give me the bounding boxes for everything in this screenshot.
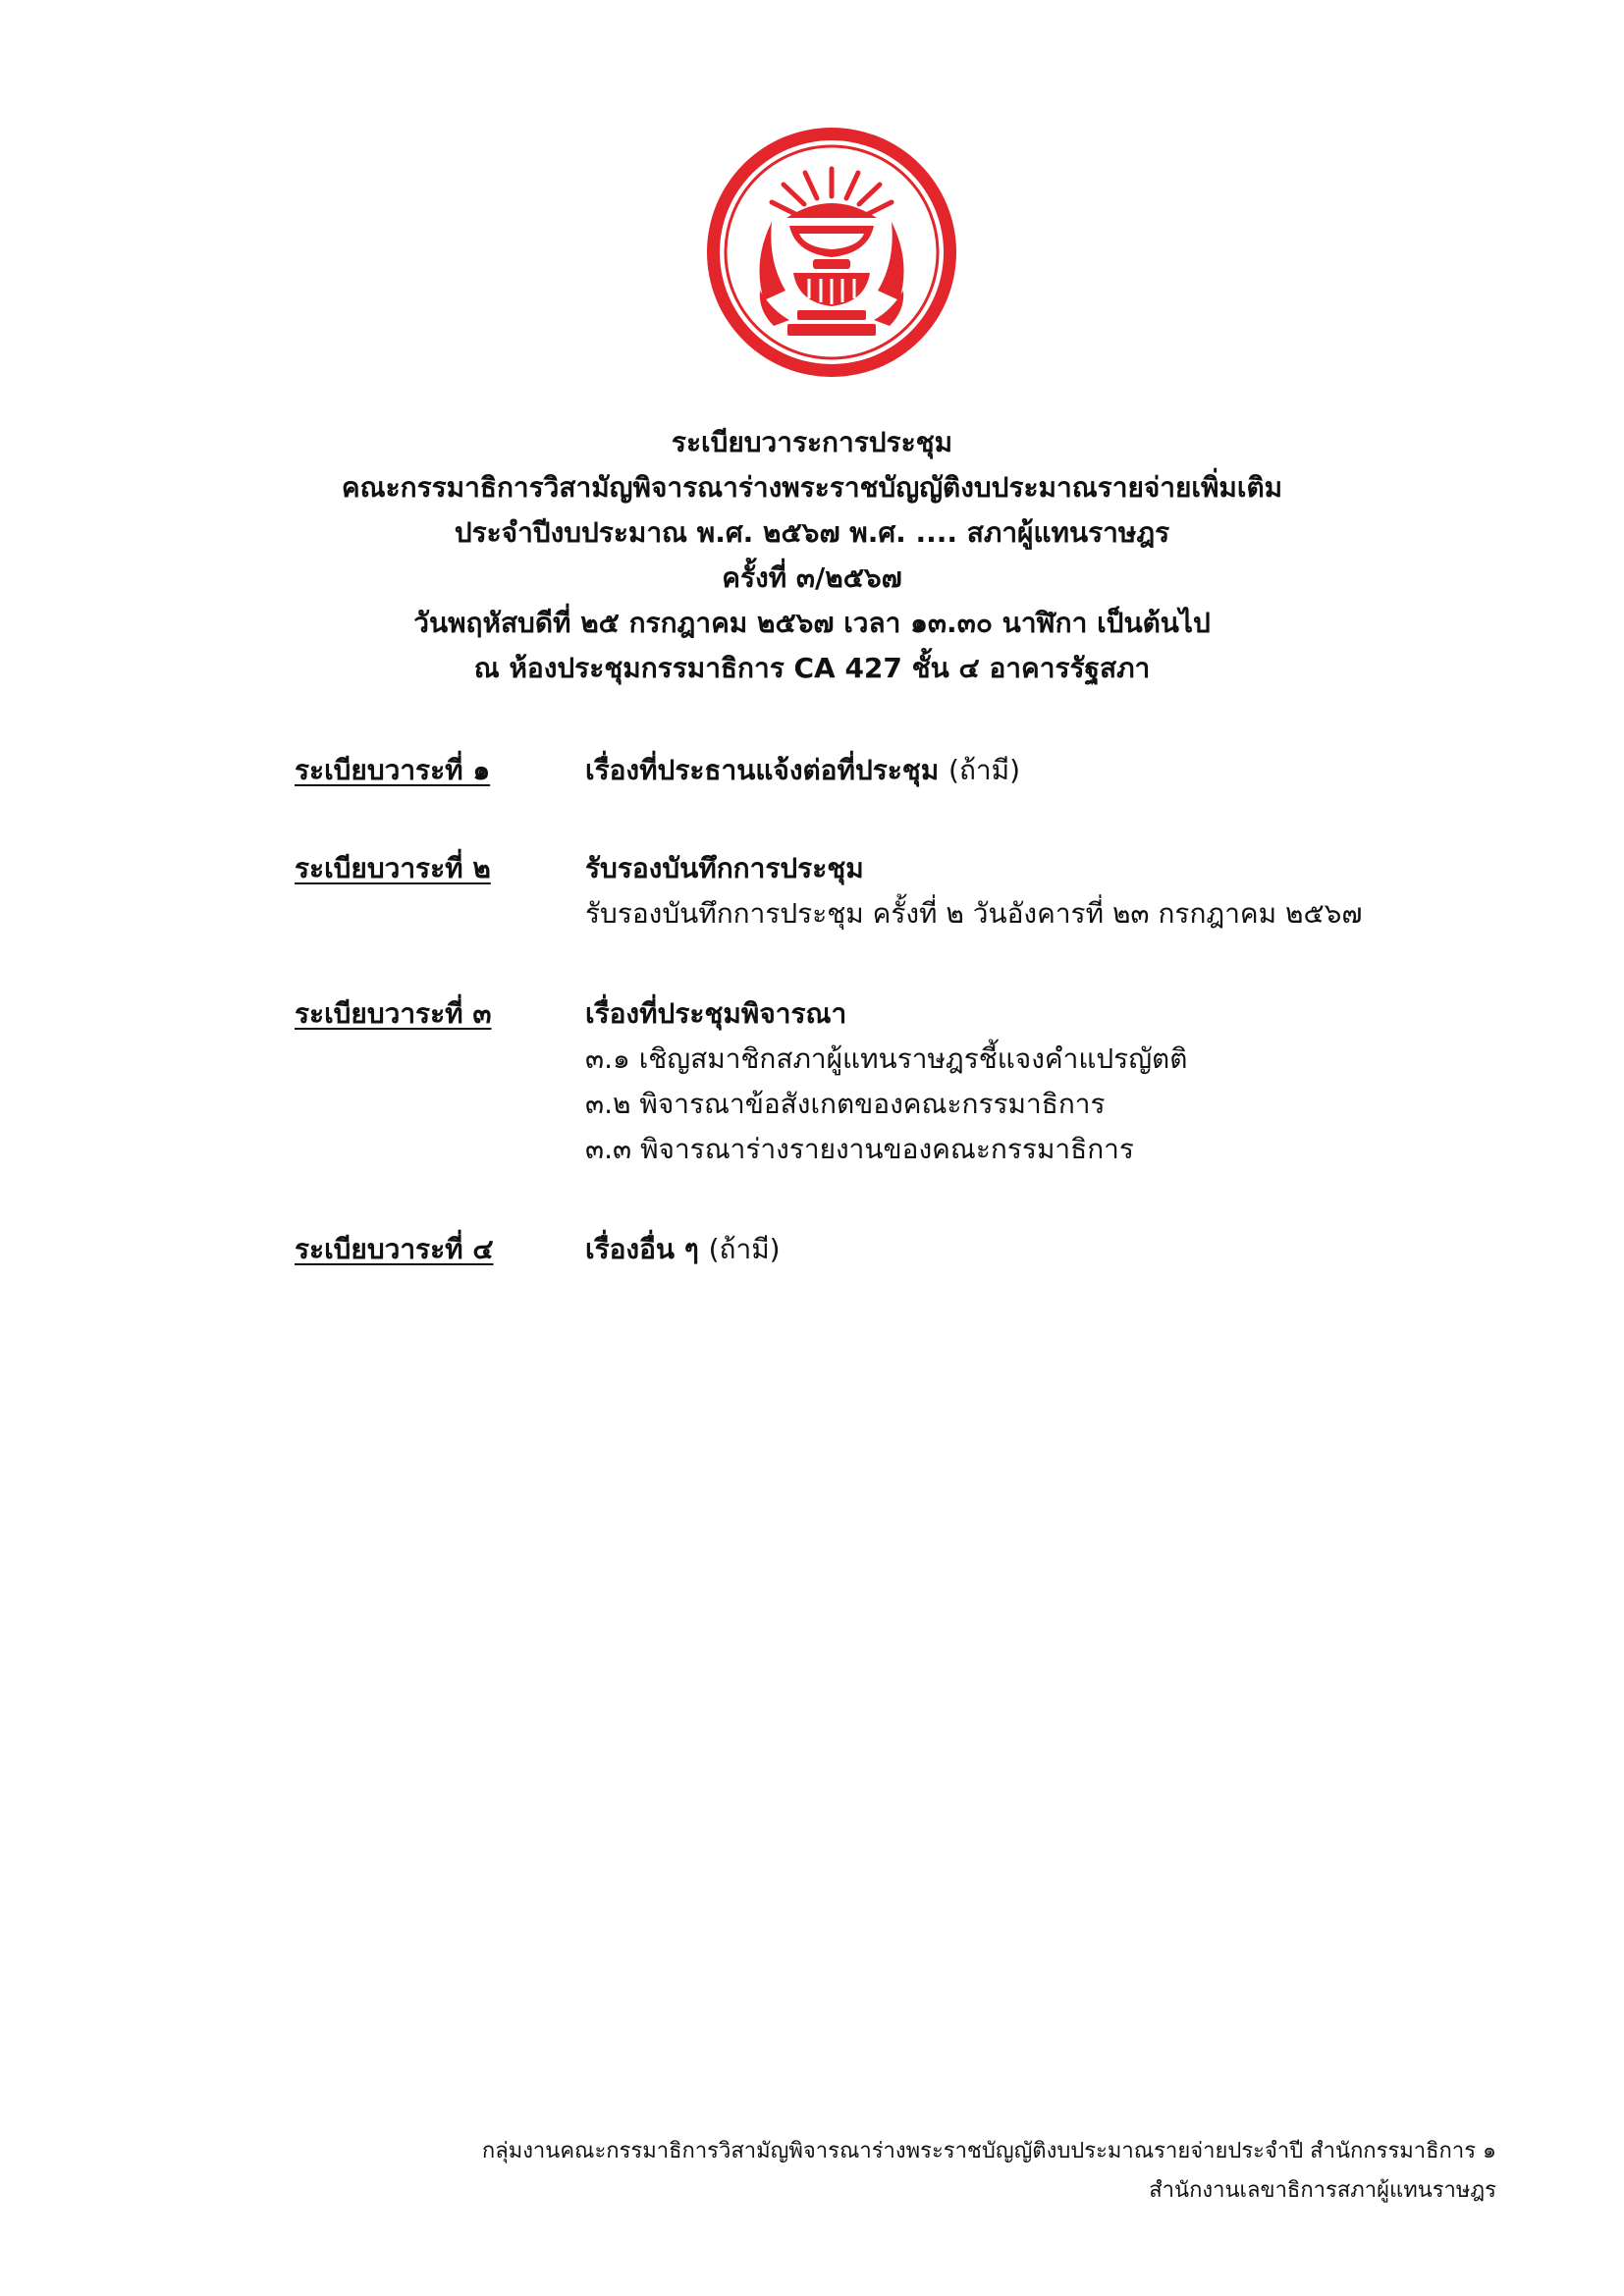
agenda-item-label: ระเบียบวาระที่ ๒ bbox=[295, 852, 491, 884]
meeting-datetime: วันพฤหัสบดีที่ ๒๕ กรกฎาคม ๒๕๖๗ เวลา ๑๓.๓๐ นาฬิกา เป็นต้นไป bbox=[413, 607, 1211, 639]
committee-name: คณะกรรมาธิการวิสามัญพิจารณาร่างพระราชบัญญัติงบประมาณรายจ่ายเพิ่มเติม bbox=[341, 471, 1283, 504]
parliament-seal-icon bbox=[703, 124, 960, 381]
agenda-item-title-text: เรื่องที่ประธานแจ้งต่อที่ประชุม bbox=[585, 754, 940, 786]
meeting-number: ครั้งที่ ๓/๒๕๖๗ bbox=[722, 561, 902, 594]
agenda-item-title-text: เรื่องอื่น ๆ bbox=[585, 1233, 699, 1265]
page-footer bbox=[482, 2132, 1496, 2211]
fiscal-year-line: ประจำปีงบประมาณ พ.ศ. ๒๕๖๗ พ.ศ. .... สภาผู้แทนราษฎร bbox=[454, 516, 1170, 549]
agenda-item-title: รับรองบันทึกการประชุม bbox=[585, 852, 864, 884]
agenda-item-label: ระเบียบวาระที่ ๓ bbox=[295, 997, 492, 1030]
document-title: ระเบียบวาระการประชุม bbox=[671, 426, 953, 458]
meeting-location: ณ ห้องประชุมกรรมาธิการ CA 427 ชั้น ๔ อาคารรัฐสภา bbox=[473, 652, 1151, 684]
footer-office: สำนักงานเลขาธิการสภาผู้แทนราษฎร bbox=[1149, 2178, 1496, 2203]
agenda-sub-item: ๓.๒ พิจารณาข้อสังเกตของคณะกรรมาธิการ bbox=[585, 1088, 1106, 1120]
agenda-item-title bbox=[585, 748, 1518, 793]
agenda-sub-item: รับรองบันทึกการประชุม ครั้งที่ ๒ วันอังคารที่ ๒๓ กรกฎาคม ๒๕๖๗ bbox=[585, 897, 1363, 930]
agenda-header bbox=[0, 420, 1624, 691]
agenda-sub-item: ๓.๓ พิจารณาร่างรายงานของคณะกรรมาธิการ bbox=[585, 1133, 1134, 1165]
agenda-item-title bbox=[585, 1227, 1518, 1272]
agenda-item-label: ระเบียบวาระที่ ๑ bbox=[295, 754, 491, 786]
agenda-item-label: ระเบียบวาระที่ ๔ bbox=[295, 1233, 494, 1265]
footer-department: กลุ่มงานคณะกรรมาธิการวิสามัญพิจารณาร่างพระราชบัญญัติงบประมาณรายจ่ายประจำปี สำนักกรรมาธิการ ๑ bbox=[481, 2139, 1496, 2163]
agenda-item-note: (ถ้ามี) bbox=[708, 1233, 781, 1265]
agenda-item-title: เรื่องที่ประชุมพิจารณา bbox=[585, 997, 847, 1030]
agenda-item-note: (ถ้ามี) bbox=[948, 754, 1020, 786]
agenda-sub-item: ๓.๑ เชิญสมาชิกสภาผู้แทนราษฎรชี้แจงคำแปรญัตติ bbox=[585, 1042, 1188, 1075]
